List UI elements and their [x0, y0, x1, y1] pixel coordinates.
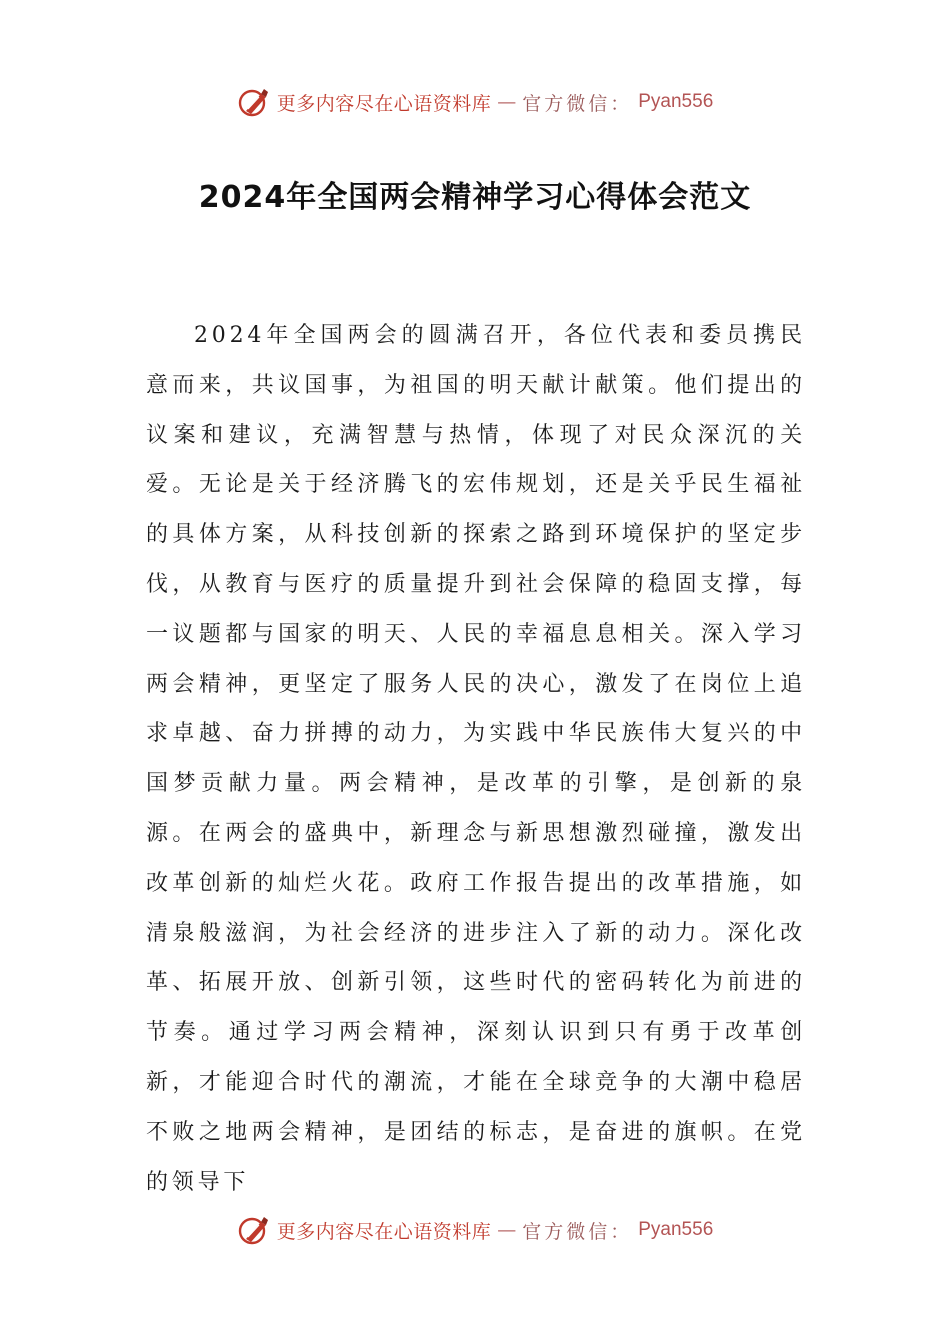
- watermark-slogan: 更多内容尽在心语资料库: [276, 92, 492, 115]
- pen-nib-logo-icon: [237, 1213, 271, 1247]
- header-watermark: [0, 82, 950, 122]
- document-title: 2024年全国两会精神学习心得体会范文: [198, 180, 752, 215]
- document-body-paragraph: 2024年全国两会的圆满召开，各位代表和委员携民意而来，共议国事，为祖国的明天献计献策。他们提出的议案和建议，充满智慧与热情，体现了对民众深沉的关爱。无论是关于经济腾飞的宏伟规划，还是关乎民生福祉的具体方案，从科技创新的探索之路到环境保护的坚定步伐，从教育与医疗的质量提升到社会保障的稳固支撑，每一议题都与国家的明天、人民的幸福息息相关。深入学习两会精神，更坚定了服务人民的决心，激发了在岗位上追求卓越、奋力拼搏的动力，为实践中华民族伟大复兴的中国梦贡献力量。两会精神，是改革的引擎，是创新的泉源。在两会的盛典中，新理念与新思想激烈碰撞，激发出改革创新的灿烂火花。政府工作报告提出的改革措施，如清泉般滋润，为社会经济的进步注入了新的动力。深化改革、拓展开放、创新引领，这些时代的密码转化为前进的节奏。通过学习两会精神，深刻认识到只有勇于改革创新，才能迎合时代的潮流，才能在全球竞争的大潮中稳居不败之地两会精神，是团结的标志，是奋进的旗帜。在党的领导下: [146, 323, 806, 1195]
- wechat-id: Pyan556: [638, 91, 714, 112]
- wechat-label: 官方微信：: [522, 92, 633, 115]
- watermark-separator: —: [497, 91, 517, 113]
- wechat-label: 官方微信：: [522, 1220, 633, 1243]
- wechat-id: Pyan556: [638, 1219, 714, 1240]
- watermark-separator: —: [497, 1219, 517, 1241]
- footer-watermark: [0, 1210, 950, 1250]
- watermark-slogan: 更多内容尽在心语资料库: [276, 1220, 492, 1243]
- pen-nib-logo-icon: [237, 85, 271, 119]
